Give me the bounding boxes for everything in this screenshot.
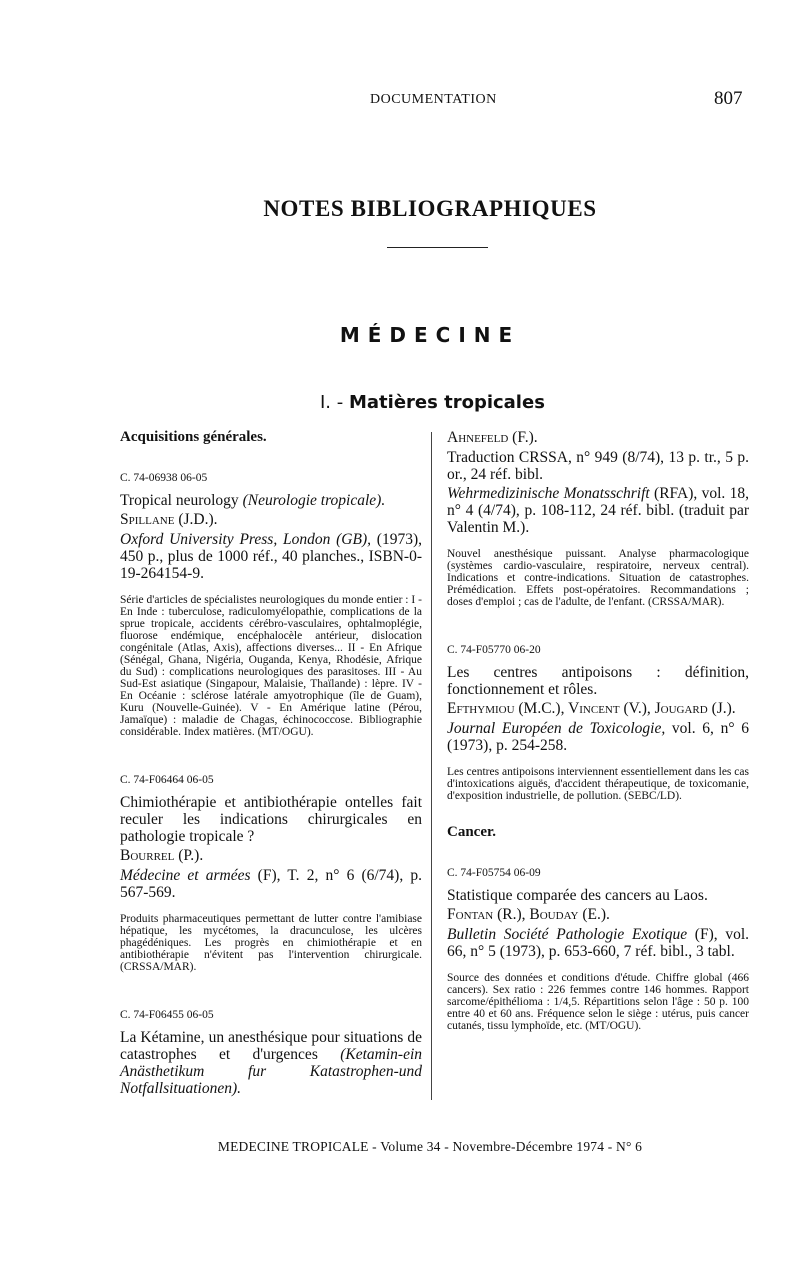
entry-journal: Oxford University Press, London (GB),: [120, 531, 372, 548]
section-title: MÉDECINE: [339, 323, 521, 347]
entry-source-details: (1973), 450 p., plus de 1000 réf., 40 planches., ISBN-0-19-264154-9.: [120, 531, 422, 582]
entry-author: Efthymiou (M.C.), Vincent (V.), Jougard (J.).: [447, 700, 736, 717]
bibliography-entry-continued: [447, 429, 749, 608]
left-column: [120, 429, 422, 1099]
main-title: NOTES BIBLIOGRAPHIQUES: [263, 196, 597, 221]
entry-journal: Wehrmedizinische Monatsschrift: [447, 485, 650, 502]
entry-journal: Journal Européen de Toxicologie,: [447, 720, 666, 737]
entry-title: La Kétamine, un anesthésique pour situations de catastrophes et d'urgences (Ketamin-ein Anästhetikum fur Katastrophen-und Notfallsituationen).: [120, 1029, 423, 1097]
entry-title: Statistique comparée des cancers au Laos.: [447, 887, 708, 904]
entry-reference: C. 74-F06455 06-05: [120, 1009, 214, 1021]
bibliography-entry: [120, 1009, 422, 1097]
page-footer: MEDECINE TROPICALE - Volume 34 - Novembre-Décembre 1974 - N° 6: [217, 1139, 643, 1154]
category-heading: Acquisitions générales.: [120, 429, 267, 445]
entry-journal: Bulletin Société Pathologie Exotique: [447, 926, 688, 943]
bibliography-entry: [447, 867, 749, 1032]
entry-abstract: Les centres antipoisons interviennent essentiellement dans les cas d'intoxications aiguës, d'accident thérapeutique, de toxicomanie, d'exposition industrielle, de pollution. (SEBC/LD).: [447, 766, 749, 802]
entry-source: [120, 867, 422, 901]
entry-abstract: Produits pharmaceutiques permettant de lutter contre l'amibiase hépatique, les mycétomes, la dracunculose, les ulcères phagédéniques. Les progrès en chimiothérapie et en antibiothérapie n'évitent pas l'intervention chirurgicale. (CRSSA/MAR).: [120, 913, 422, 973]
entry-title-translation: (Neurologie tropicale).: [242, 492, 386, 509]
entry-abstract: Nouvel anesthésique puissant. Analyse pharmacologique (systèmes cardio-vasculaire, respiratoire, nerveux central). Indications et contre-indications. Situation de catastrophes. Prémédication. Effets post-opératoires. Recommandations ; doses d'emploi ; cas de l'adulte, de l'enfant. (CRSSA/MAR).: [447, 548, 749, 608]
bibliography-entry: [120, 472, 422, 738]
category-heading: Cancer.: [447, 824, 497, 840]
entry-reference: C. 74-F05754 06-09: [447, 867, 541, 879]
running-title: DOCUMENTATION: [370, 92, 497, 107]
entry-title: Tropical neurology (Neurologie tropicale).: [120, 492, 386, 509]
subsection-title: [320, 392, 545, 413]
entry-source: [447, 720, 749, 754]
entry-source: [447, 485, 749, 536]
entry-title-translation: (Ketamin-ein Anästhetikum fur Katastrophen-und Notfallsituationen).: [120, 1046, 423, 1097]
entry-title: Les centres antipoisons : définition, fonctionnement et rôles.: [447, 664, 749, 698]
entry-author: Bourrel (P.).: [120, 847, 204, 864]
right-column: [447, 429, 749, 1032]
column-divider: [431, 432, 432, 1100]
page-number: 807: [714, 88, 743, 109]
entry-source-details: (F), T. 2, n° 6 (6/74), p. 567-569.: [120, 867, 422, 901]
bibliography-entry: [120, 774, 422, 973]
entry-source-details: vol. 6, n° 6 (1973), p. 254-258.: [447, 720, 749, 754]
subsection-number: I. -: [320, 392, 344, 413]
entry-source: [447, 926, 749, 960]
title-divider: [387, 247, 488, 248]
subsection-name: Matières tropicales: [348, 392, 545, 413]
entry-journal: Médecine et armées: [120, 867, 251, 884]
entry-translation-note: Traduction CRSSA, n° 949 (8/74), 13 p. tr., 5 p. or., 24 réf. bibl.: [447, 449, 749, 483]
entry-author: Ahnefeld (F.).: [447, 429, 538, 446]
entry-reference: C. 74-F05770 06-20: [447, 644, 541, 656]
entry-reference: C. 74-06938 06-05: [120, 472, 208, 484]
bibliography-entry: [447, 644, 749, 802]
entry-reference: C. 74-F06464 06-05: [120, 774, 214, 786]
entry-abstract: Série d'articles de spécialistes neurologiques du monde entier : I - En Inde : tuberculose, radiculomyélopathie, complications de la sprue tropicale, accidents cérébro-vasculaires, ophtalmoplégie, fluorose endémique, encéphalocèle antérieur, dislocation congénitale (Atlas, Axis), affections diverses... II - En Afrique (Sénégal, Ghana, Nigéria, Ouganda, Kenya, Rhodésie, Afrique du Sud) : complications neurologiques des parasitoses. III - Au Sud-Est asiatique (Singapour, Malaisie, Thaïlande) : lèpre. IV - En Océanie : sclérose latérale amyotrophique (île de Guam), Kuru (Nouvelle-Guinée). V - En Amérique latine (Pérou, Jamaïque) : maladie de Chagas, échinococcose. Bibliographie considérable. Index matières. (MT/OGU).: [120, 594, 422, 738]
entry-title: Chimiothérapie et antibiothérapie ontelles fait reculer les indications chirurgicales en pathologie tropicale ?: [120, 794, 422, 845]
entry-author: Spillane (J.D.).: [120, 511, 218, 528]
entry-source: [120, 531, 422, 582]
entry-abstract: Source des données et conditions d'étude. Chiffre global (466 cancers). Sex ratio : 226 femmes contre 146 hommes. Rapport sarcome/épithélioma : 1/4,5. Répartitions selon l'âge : 50 p. 100 entre 40 et 60 ans. Fréquence selon le siège : utérus, puis cancer cutanés, tissu lymphoïde, etc. (MT/OGU).: [447, 972, 749, 1032]
entry-source-details: (RFA), vol. 18, n° 4 (4/74), p. 108-112, 24 réf. bibl. (traduit par Valentin M.).: [447, 485, 749, 536]
entry-source-details: (F), vol. 66, n° 5 (1973), p. 653-660, 7 réf. bibl., 3 tabl.: [447, 926, 750, 960]
entry-author: Fontan (R.), Bouday (E.).: [447, 906, 610, 923]
